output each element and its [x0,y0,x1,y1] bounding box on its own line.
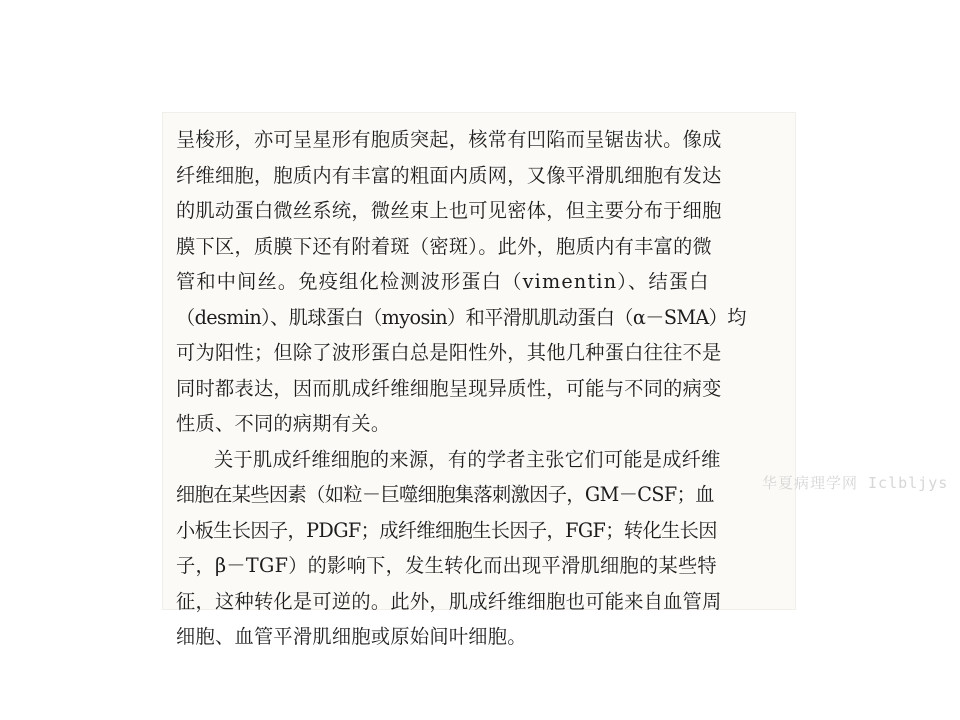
text-line: 征，这种转化是可逆的。此外，肌成纤维细胞也可能来自血管周 [176,589,722,613]
scanned-page [162,112,949,648]
text-line: 关于肌成纤维细胞的来源，有的学者主张它们可能是成纤维 [214,447,721,471]
text-line: 性质、不同的病期有关。 [176,412,391,435]
watermark: 华夏病理学网 Iclbljys [762,474,949,492]
text-line: 细胞、血管平滑肌细胞或原始间叶细胞。 [176,625,527,648]
text-line: 膜下区，质膜下还有附着斑（密斑）。此外，胞质内有丰富的微 [176,234,713,258]
body-text [176,122,782,655]
text-line: 的肌动蛋白微丝系统，微丝束上也可见密体，但主要分布于细胞 [176,199,722,222]
text-line: 管和中间丝。免疫组化检测波形蛋白（vimentin）、结蛋白 [176,270,710,293]
text-line: 细胞在某些因素（如粒－巨噬细胞集落刺激因子，GM－CSF；血 [176,483,714,506]
text-line: 纤维细胞，胞质内有丰富的粗面内质网，又像平滑肌细胞有发达 [176,163,722,187]
text-line: 可为阳性；但除了波形蛋白总是阳性外，其他几种蛋白往往不是 [176,341,722,364]
text-line: 子，β－TGF）的影响下，发生转化而出现平滑肌细胞的某些特 [176,554,717,577]
text-line: 小板生长因子，PDGF；成纤维细胞生长因子，FGF；转化生长因 [176,518,717,542]
text-line: （desmin）、肌球蛋白（myosin）和平滑肌肌动蛋白（α－SMA）均 [176,305,746,329]
text-line: 呈梭形，亦可呈星形有胞质突起，核常有凹陷而呈锯齿状。像成 [176,128,722,151]
text-line: 同时都表达，因而肌成纤维细胞呈现异质性，可能与不同的病变 [176,376,722,400]
